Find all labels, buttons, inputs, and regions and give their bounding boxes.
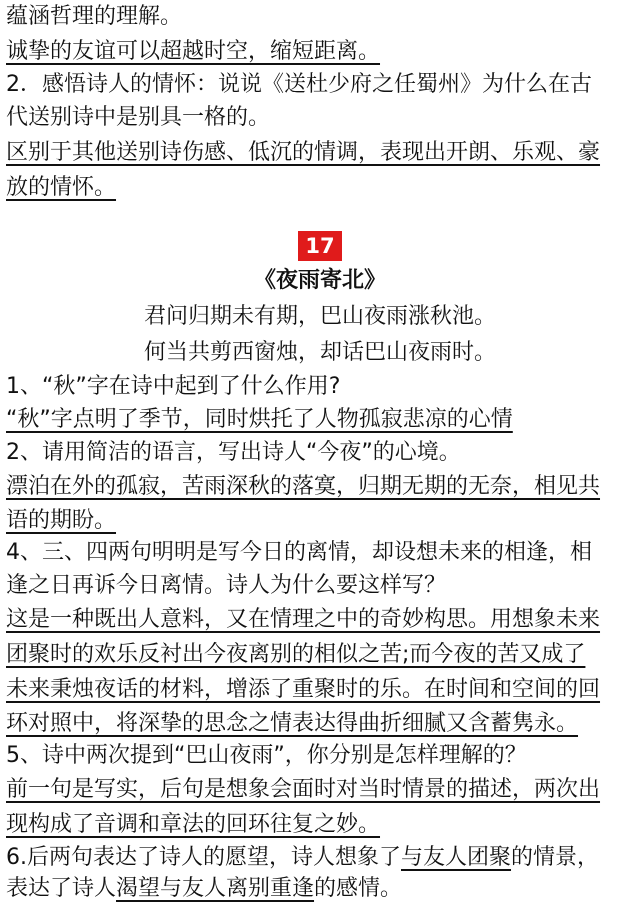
question-line: 2．感悟诗人的情怀：说说《送杜少府之任蜀州》为什么在古 — [6, 72, 592, 97]
answer-line — [6, 675, 634, 705]
answer-line — [6, 506, 634, 536]
question-line: 代送别诗中是别具一格的。 — [6, 105, 271, 130]
question-line: 2、请用简洁的语言，写出诗人“今夜”的心境。 — [6, 440, 461, 465]
text-span: 6.后两句表达了诗人的愿望，诗人想象了 — [6, 845, 401, 870]
question-line — [6, 874, 634, 904]
question-line — [6, 843, 634, 873]
underlined-answer: 与友人团聚 — [401, 845, 512, 870]
answer-line — [6, 709, 634, 739]
underlined-answer: 语的期盼。 — [6, 508, 117, 533]
section-number-badge: 17 — [298, 231, 341, 261]
answer-line — [6, 810, 634, 840]
text-span: 的情景， — [511, 845, 600, 870]
underlined-answer: 现构成了音调和章法的回环往复之妙。 — [6, 812, 381, 837]
answer-line — [6, 775, 634, 805]
underlined-answer: 未来秉烛夜话的材料，增添了重聚时的乐。在时间和空间的回 — [6, 677, 601, 702]
underlined-answer: 放的情怀。 — [6, 175, 117, 200]
underlined-answer: “秋”字点明了季节，同时烘托了人物孤寂悲凉的心情 — [6, 407, 513, 432]
answer-line — [6, 605, 634, 635]
underlined-answer: 诚挚的友谊可以超越时空，缩短距离。 — [6, 39, 381, 64]
answer-line — [6, 405, 634, 435]
text-span: 的感情。 — [314, 876, 403, 901]
poem-line: 何当共剪西窗烛，却话巴山夜雨时。 — [143, 340, 496, 365]
answer-line — [6, 37, 634, 67]
answer-line — [6, 173, 634, 203]
poem-line: 君问归期未有期，巴山夜雨涨秋池。 — [143, 304, 496, 329]
question-line: 逢之日再诉今日离情。诗人为什么要这样写？ — [6, 573, 447, 598]
answer-line — [6, 138, 634, 168]
question-line: 1、“秋”字在诗中起到了什么作用? — [6, 374, 341, 399]
text-line: 蕴涵哲理的理解。 — [6, 4, 183, 29]
question-line: 4、三、四两句明明是写今日的离情，却设想未来的相逢，相 — [6, 540, 592, 565]
question-line: 5、诗中两次提到“巴山夜雨”，你分别是怎样理解的？ — [6, 743, 527, 768]
section-number-wrap — [0, 231, 640, 261]
underlined-answer: 渴望与友人离别重逢 — [116, 876, 315, 901]
underlined-answer: 漂泊在外的孤寂，苦雨深秋的落寞，归期无期的无奈，相见共 — [6, 474, 601, 499]
underlined-answer: 环对照中，将深挚的思念之情表达得曲折细腻又含蓄隽永。 — [6, 711, 579, 736]
answer-line — [6, 640, 634, 670]
underlined-answer: 区别于其他送别诗伤感、低沉的情调，表现出开朗、乐观、豪 — [6, 140, 601, 165]
text-span: 表达了诗人 — [6, 876, 117, 901]
underlined-answer: 团聚时的欢乐反衬出今夜离别的相似之苦;而今夜的苦又成了 — [6, 642, 586, 667]
underlined-answer: 这是一种既出人意料，又在情理之中的奇妙构思。用想象未来 — [6, 607, 601, 632]
answer-line — [6, 472, 634, 502]
underlined-answer: 前一句是写实，后句是想象会面时对当时情景的描述，两次出 — [6, 777, 601, 802]
poem-title: 《夜雨寄北》 — [253, 268, 386, 293]
